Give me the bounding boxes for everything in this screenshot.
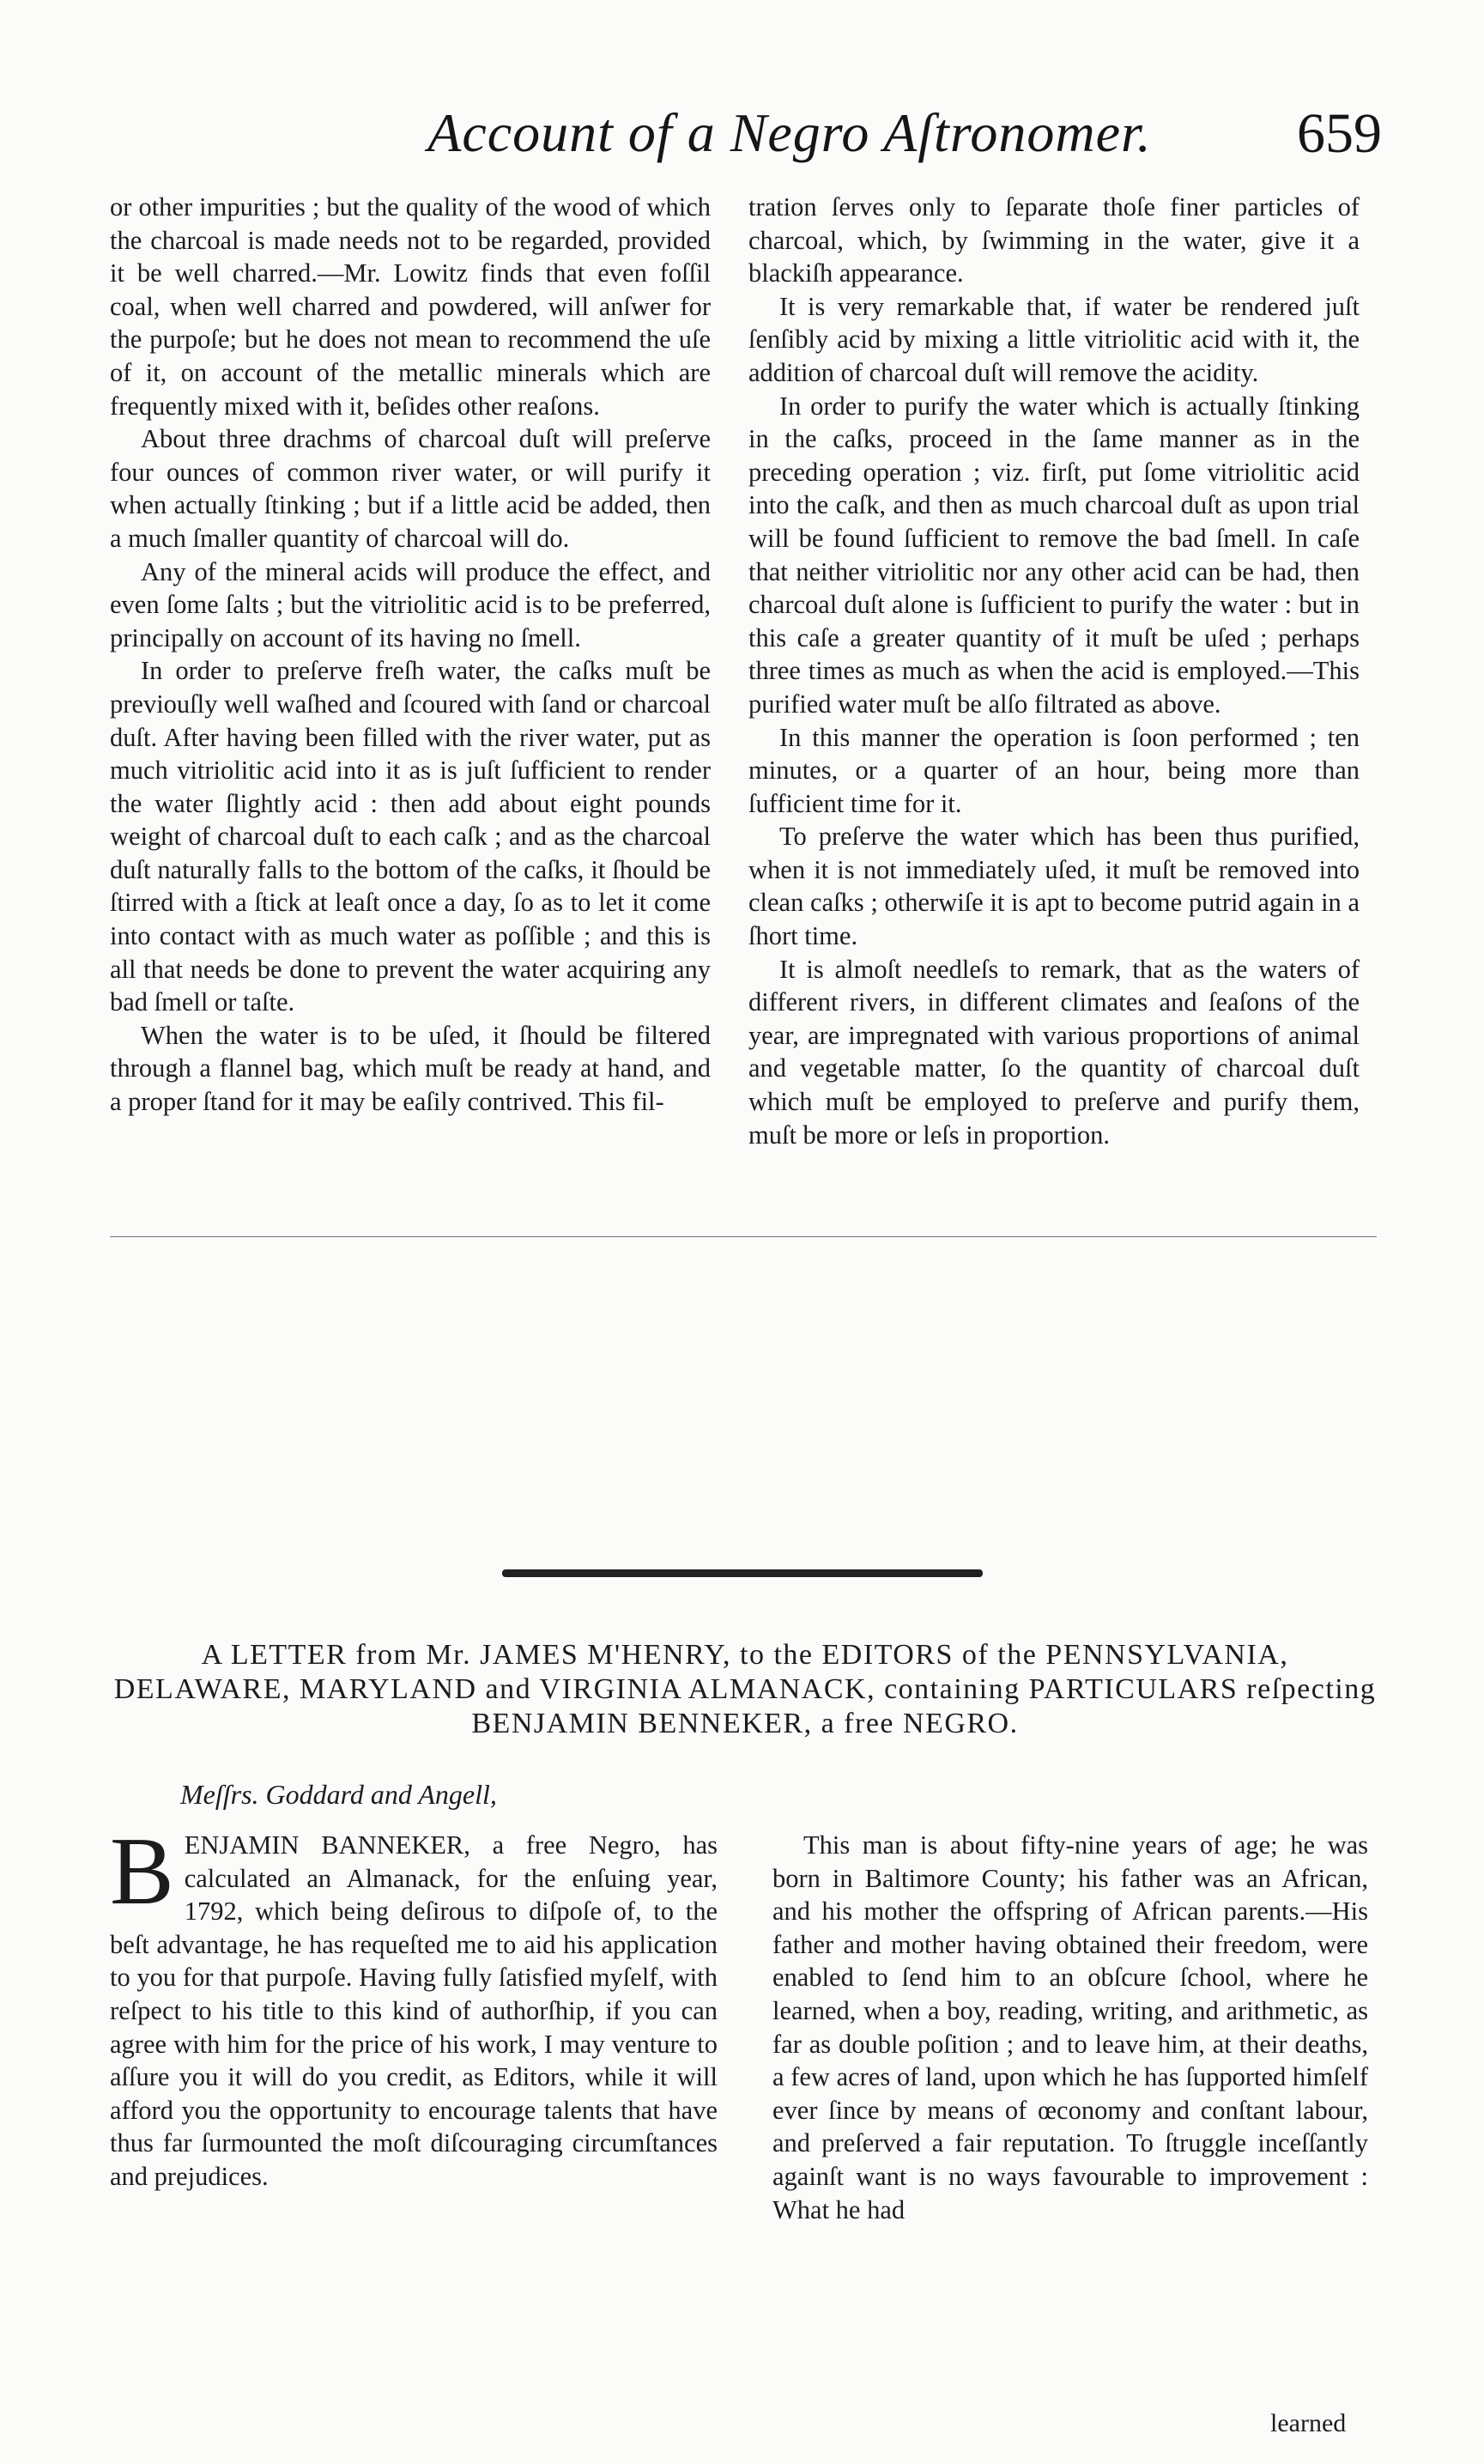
paragraph: To preſerve the water which has been thus purified, when it is not immediately uſed, it muſt be removed into clean caſks ; otherwiſe it is apt to become putrid again in a ſhort time.: [748, 822, 1360, 951]
paragraph: [110, 1818, 718, 2194]
drop-cap: B: [110, 1818, 174, 1925]
paragraph: Any of the mineral acids will produce the effect, and even ſome ſalts ; but the vitriolitic acid is to be preferred, principally on account of its having no ſmell.: [110, 556, 711, 652]
letter-right-column: [772, 1829, 1368, 2226]
paragraph: tration ſerves only to ſeparate thoſe finer particles of charcoal, which, by ſwimming in the water, give it a blackiſh appearance.: [748, 192, 1360, 288]
letter-left-column: [110, 1818, 718, 2194]
paragraph: It is very remarkable that, if water be rendered juſt ſenſibly acid by mixing a little vitriolitic acid with it, the addition of charcoal duſt will remove the acidity.: [748, 291, 1360, 387]
paragraph-text: ENJAMIN BANNEKER, a free Negro, has calculated an Almanack, for the enſuing year, 1792, which being deſirous to diſpoſe of, to the beſt advantage, he has requeſted me to aid his application to you for that purpoſe. Having fully ſatisfied myſelf, with reſpect to his title to this kind of authorſhip, if you can agree with him for the price of his work, I may venture to aſſure you it will do you credit, as Editors, while it will afford you the opportunity to encourage talents that have thus far ſurmounted the moſt diſcouraging circumſtances and prejudices.: [110, 1830, 718, 2191]
running-title: Account of a Negro Aſtronomer.: [427, 102, 1152, 163]
catchword: learned: [1270, 2409, 1347, 2437]
paragraph: In order to preſerve freſh water, the caſks muſt be previouſly well waſhed and ſcoured with ſand or charcoal duſt. After having been filled with the river water, put as much vitriolitic acid into it as is juſt ſufficient to render the water ſlightly acid : then add about eight pounds weight of charcoal duſt to each caſk ; and as the charcoal duſt naturally falls to the bottom of the caſks, it ſhould be ſtirred with a ſtick at leaſt once a day, ſo as to let it come into contact with as much water as poſſible ; and this is all that needs be done to prevent the water acquiring any bad ſmell or taſte.: [110, 656, 711, 1017]
running-head: [94, 101, 1399, 179]
right-column: [748, 191, 1360, 1151]
page-number: 659: [1297, 102, 1382, 165]
salutation: Meſſrs. Goddard and Angell,: [180, 1779, 497, 1810]
letter-heading: A LETTER from Mr. JAMES M'HENRY, to the EDITORS of the PENNSYLVANIA, DELAWARE, MARYLAND and VIRGINIA ALMANACK, containing PARTICULARS reſpecting BENJAMIN BENNEKER, a free NEGRO.: [113, 1639, 1377, 1739]
paragraph: When the water is to be uſed, it ſhould be filtered through a flannel bag, which muſt be ready at hand, and a proper ſtand for it may be eaſily contrived. This fil-: [110, 1020, 711, 1117]
paragraph: This man is about fifty-nine years of age; he was born in Baltimore County; his father was an African, and his mother the offspring of African parents.—His father and mother having obtained their freedom, were enabled to ſend him to an obſcure ſchool, where he learned, when a boy, reading, writing, and arithmetic, as far as double poſition ; and to leave him, at their deaths, a few acres of land, upon which he has ſupported himſelf ever ſince by means of œconomy and conſtant labour, and preſerved a fair reputation. To ſtruggle inceſſantly againſt want is no ways favourable to improvement : What he had: [772, 1830, 1368, 2224]
paragraph: or other impurities ; but the quality of the wood of which the charcoal is made needs not to be regarded, provided it be well charred.—Mr. Lowitz finds that even foſſil coal, when well charred and powdered, will anſwer for the purpoſe; but he does not mean to recommend the uſe of it, on account of the metallic minerals which are frequently mixed with it, beſides other reaſons.: [110, 192, 711, 421]
paragraph: In order to purify the water which is actually ſtinking in the caſks, proceed in the ſame manner as in the preceding operation ; viz. firſt, put ſome vitriolitic acid into the caſk, and then as much charcoal duſt as upon trial will be found ſufficient to remove the bad ſmell. In caſe that neither vitriolitic nor any other acid can be had, then charcoal duſt alone is ſufficient to purify the water : but in this caſe a greater quantity of it muſt be uſed ; perhaps three times as much as when the acid is employed.—This purified water muſt be alſo filtrated as above.: [748, 391, 1360, 719]
section-separator: [502, 1569, 983, 1577]
paragraph: About three drachms of charcoal duſt will preſerve four ounces of common river water, or will purify it when actually ſtinking ; but if a little acid be added, then a much ſmaller quantity of charcoal will do.: [110, 424, 711, 553]
left-column: [110, 191, 711, 1119]
paragraph: It is almoſt needleſs to remark, that as the waters of different rivers, in different climates and ſeaſons of the year, are impregnated with various proportions of animal and vegetable matter, ſo the quantity of charcoal duſt which muſt be employed to preſerve and purify them, muſt be more or leſs in proportion.: [748, 954, 1360, 1150]
paragraph: In this manner the operation is ſoon performed ; ten minutes, or a quarter of an hour, being more than ſufficient time for it.: [748, 722, 1360, 818]
horizontal-rule: [110, 1236, 1377, 1237]
